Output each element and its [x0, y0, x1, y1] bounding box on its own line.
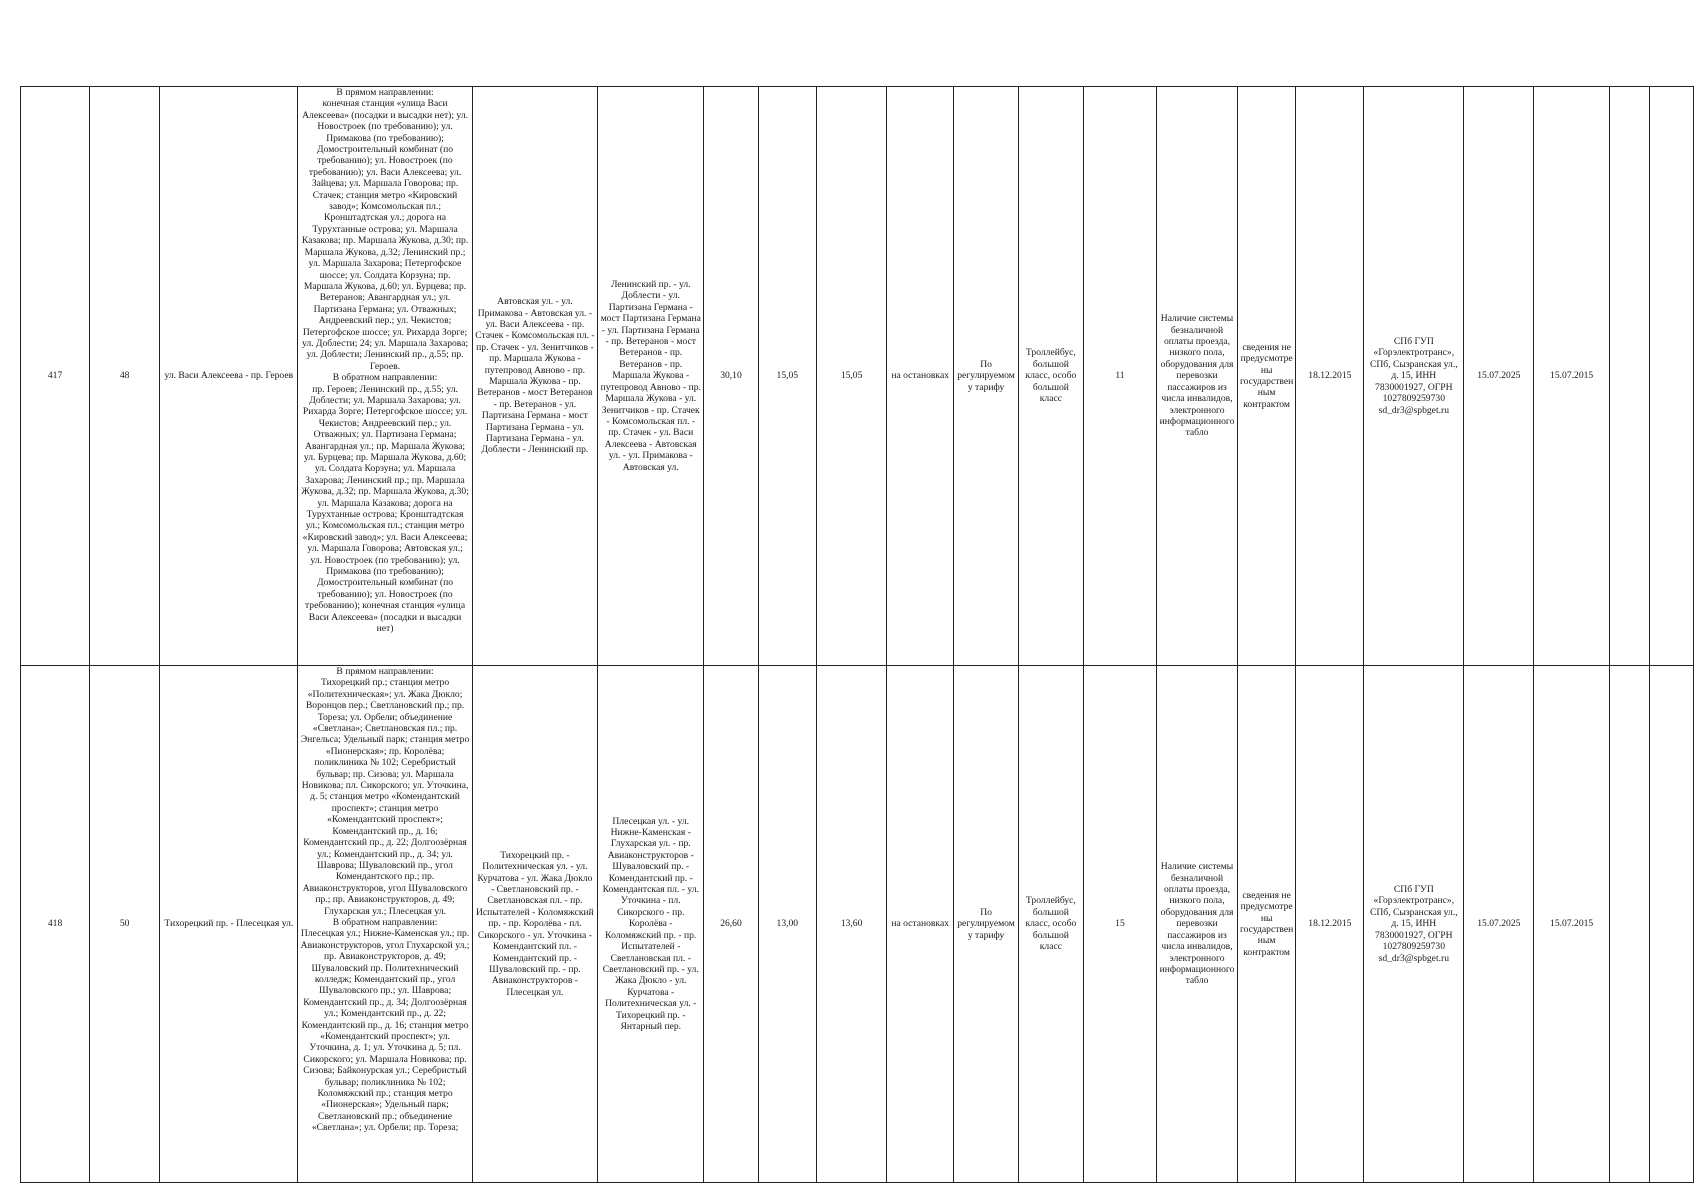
stop-mode: на остановках: [887, 666, 954, 1183]
empty-cell: [1650, 87, 1694, 666]
vehicle-count: 11: [1083, 87, 1156, 666]
streets-back: Плесецкая ул. - ул. Нижне-Каменская - Глухарская ул. - пр. Авиаконструкторов - Шуваловский пр. - Комендантский пр. - Комендантская пл. - ул. Уточкина - пл. Сикорского - пр. Королёва - Коломяжский пр. - пр. Испытателей - Светлановская пл. - Светлановский пр. - ул. Жака Дюкло - ул. Курчатова - Политехническая ул. - Тихорецкий пр. - Янтарный пер.: [598, 666, 704, 1183]
route-name: Тихорецкий пр. - Плесецкая ул.: [160, 666, 298, 1183]
date-b: 15.07.2015: [1534, 666, 1609, 1183]
length-total: 30,10: [704, 87, 758, 666]
start-date: 18.12.2015: [1296, 87, 1364, 666]
streets-forward: Автовская ул. - ул. Примакова - Автовская ул. - ул. Васи Алексеева - пр. Стачек - Комсомольская пл. - пр. Стачек - ул. Зенитчиков - пр. Маршала Жукова - путепровод Авново - пр. Маршала Жукова - пр. Ветеранов - мост Ветеранов - пр. Ветеранов - ул. Партизана Германа - мост Партизана Германа - ул. Партизана Германа - ул. Доблести - Ленинский пр.: [472, 87, 597, 666]
contract-info: сведения не предусмотрены государственным контрактом: [1237, 87, 1295, 666]
vehicle-class: Троллейбус, большой класс, особо большой класс: [1018, 87, 1083, 666]
length-back: 15,05: [817, 87, 887, 666]
date-a: 15.07.2025: [1464, 666, 1534, 1183]
carrier-info: СПб ГУП «Горэлектротранс», СПб, Сызранская ул., д. 15, ИНН 7830001927, ОГРН 1027809259730 sd_dr3@spbget.ru: [1364, 666, 1464, 1183]
registration-number: 417: [21, 87, 90, 666]
contract-info: сведения не предусмотрены государственным контрактом: [1237, 666, 1295, 1183]
length-back: 13,60: [817, 666, 887, 1183]
date-b: 15.07.2015: [1534, 87, 1609, 666]
tariff-type: По регулируемому тарифу: [954, 666, 1019, 1183]
date-a: 15.07.2025: [1464, 87, 1534, 666]
streets-back: Ленинский пр. - ул. Доблести - ул. Партизана Германа - мост Партизана Германа - ул. Партизана Германа - пр. Ветеранов - мост Ветеранов - пр. Ветеранов - пр. Маршала Жукова - путепровод Авново - пр. Маршала Жукова - ул. Зенитчиков - пр. Стачек - Комсомольская пл. - пр. Стачек - ул. Васи Алексеева - Автовская ул. - ул. Примакова - Автовская ул.: [598, 87, 704, 666]
stops-list: В прямом направлении: Тихорецкий пр.; станция метро «Политехническая»; ул. Жака Дюкло; Воронцов пер.; Светлановский пр.; пр. Тореза; ул. Орбели; объединение «Светлана»; Светлановская пл.; пр. Энгельса; Удельный парк; станция метро «Пионерская»; пр. Королёва; поликлиника № 102; Серебристый бульвар; пр. Сизова; ул. Маршала Новикова; пл. Сикорского; ул. Уточкина, д. 5; станция метро «Комендантский проспект»; станция метро «Комендантский проспект»; Комендантский пр., д. 16; Комендантский пр., д. 22; Долгоозёрная ул.; Комендантский пр., д. 34; ул. Шаврова; Шуваловский пр., угол Комендантского пр.; пр. Авиаконструкторов, угол Шуваловского пр.; пр. Авиаконструкторов, д. 49; Глухарская ул.; Плесецкая ул. В обратном направлении: Плесецкая ул.; Нижне-Каменская ул.; пр. Авиаконструкторов, угол Глухарской ул.; пр. Авиаконструкторов, д. 49; Шуваловский пр. Политехнический колледж; Комендантский пр., угол Шуваловского пр.; ул. Шаврова; Комендантский пр., д. 34; Долгоозёрная ул.; Комендантский пр., д. 22; Комендантский пр., д. 16; станция метро «Комендантский проспект»; ул. Уточкина, д. 1; ул. Уточкина д. 5; пл. Сикорского; ул. Маршала Новикова; пр. Сизова; Байконурская ул.; Серебристый бульвар; поликлиника № 102; Коломяжский пр.; станция метро «Пионерская»; Удельный парк; Светлановский пр.; объединение «Светлана»; ул. Орбели; пр. Тореза;: [298, 666, 472, 1183]
empty-cell: [1609, 87, 1649, 666]
route-number: 48: [90, 87, 160, 666]
table-row: [21, 666, 1694, 1183]
routes-register-table: [20, 86, 1694, 1183]
stop-mode: на остановках: [887, 87, 954, 666]
length-forward: 13,00: [758, 666, 816, 1183]
tariff-type: По регулируемому тарифу: [954, 87, 1019, 666]
vehicle-count: 15: [1083, 666, 1156, 1183]
table-row: [21, 87, 1694, 666]
empty-cell: [1650, 666, 1694, 1183]
length-forward: 15,05: [758, 87, 816, 666]
route-number: 50: [90, 666, 160, 1183]
streets-forward: Тихорецкий пр. - Политехническая ул. - ул. Курчатова - ул. Жака Дюкло - Светлановский пр. - Светлановская пл. - пр. Испытателей - Коломяжский пр. - пр. Королёва - пл. Сикорского - ул. Уточкина - Комендантский пл. - Комендантский пр. - Шуваловский пр. - пр. Авиаконструкторов - Плесецкая ул.: [472, 666, 597, 1183]
length-total: 26,60: [704, 666, 758, 1183]
registration-number: 418: [21, 666, 90, 1183]
vehicle-features: Наличие системы безналичной оплаты проезда, низкого пола, оборудования для перевозки пассажиров из числа инвалидов, электронного информационного табло: [1157, 87, 1238, 666]
empty-cell: [1609, 666, 1649, 1183]
vehicle-features: Наличие системы безналичной оплаты проезда, низкого пола, оборудования для перевозки пассажиров из числа инвалидов, электронного информационного табло: [1157, 666, 1238, 1183]
route-name: ул. Васи Алексеева - пр. Героев: [160, 87, 298, 666]
start-date: 18.12.2015: [1296, 666, 1364, 1183]
vehicle-class: Троллейбус, большой класс, особо большой класс: [1018, 666, 1083, 1183]
carrier-info: СПб ГУП «Горэлектротранс», СПб, Сызранская ул., д. 15, ИНН 7830001927, ОГРН 1027809259730 sd_dr3@spbget.ru: [1364, 87, 1464, 666]
stops-list: В прямом направлении: конечная станция «улица Васи Алексеева» (посадки и высадки нет); ул. Новостроек (по требованию); ул. Примакова (по требованию); Домостроительный комбинат (по требованию); ул. Новостроек (по требованию); ул. Васи Алексеева; ул. Зайцева; ул. Маршала Говорова; пр. Стачек; станция метро «Кировский завод»; Комсомольская пл.; Кронштадтская ул.; дорога на Турухтанные острова; ул. Маршала Казакова; пр. Маршала Жукова, д.30; пр. Маршала Жукова, д.32; Ленинский пр.; ул. Маршала Захарова; Петергофское шоссе; ул. Солдата Корзуна; пр. Маршала Жукова, д.60; ул. Бурцева; пр. Ветеранов; Авангардная ул.; ул. Партизана Германа; ул. Отважных; Андреевский пер.; ул. Чекистов; Петергофское шоссе; ул. Рихарда Зорге; ул. Доблести; 24; ул. Маршала Захарова; ул. Доблести; Ленинский пр., д.55; пр. Героев. В обратном направлении: пр. Героев; Ленинский пр., д.55; ул. Доблести; ул. Маршала Захарова; ул. Рихарда Зорге; Петергофское шоссе; ул. Чекистов; Андреевский пер.; ул. Отважных; ул. Партизана Германа; Авангардная ул.; пр. Маршала Жукова; ул. Бурцева; пр. Маршала Жукова, д.60; ул. Солдата Корзуна; ул. Маршала Захарова; Ленинский пр.; пр. Маршала Жукова, д.32; пр. Маршала Жукова, д.30; ул. Маршала Казакова; дорога на Турухтанные острова; Кронштадтская ул.; Комсомольская пл.; станция метро «Кировский завод»; ул. Васи Алексеева; ул. Маршала Говорова; Автовская ул.; ул. Новостроек (по требованию); ул. Примакова (по требованию); Домостроительный комбинат (по требованию); ул. Новостроек (по требованию); конечная станция «улица Васи Алексеева» (посадки и высадки нет): [298, 87, 472, 666]
